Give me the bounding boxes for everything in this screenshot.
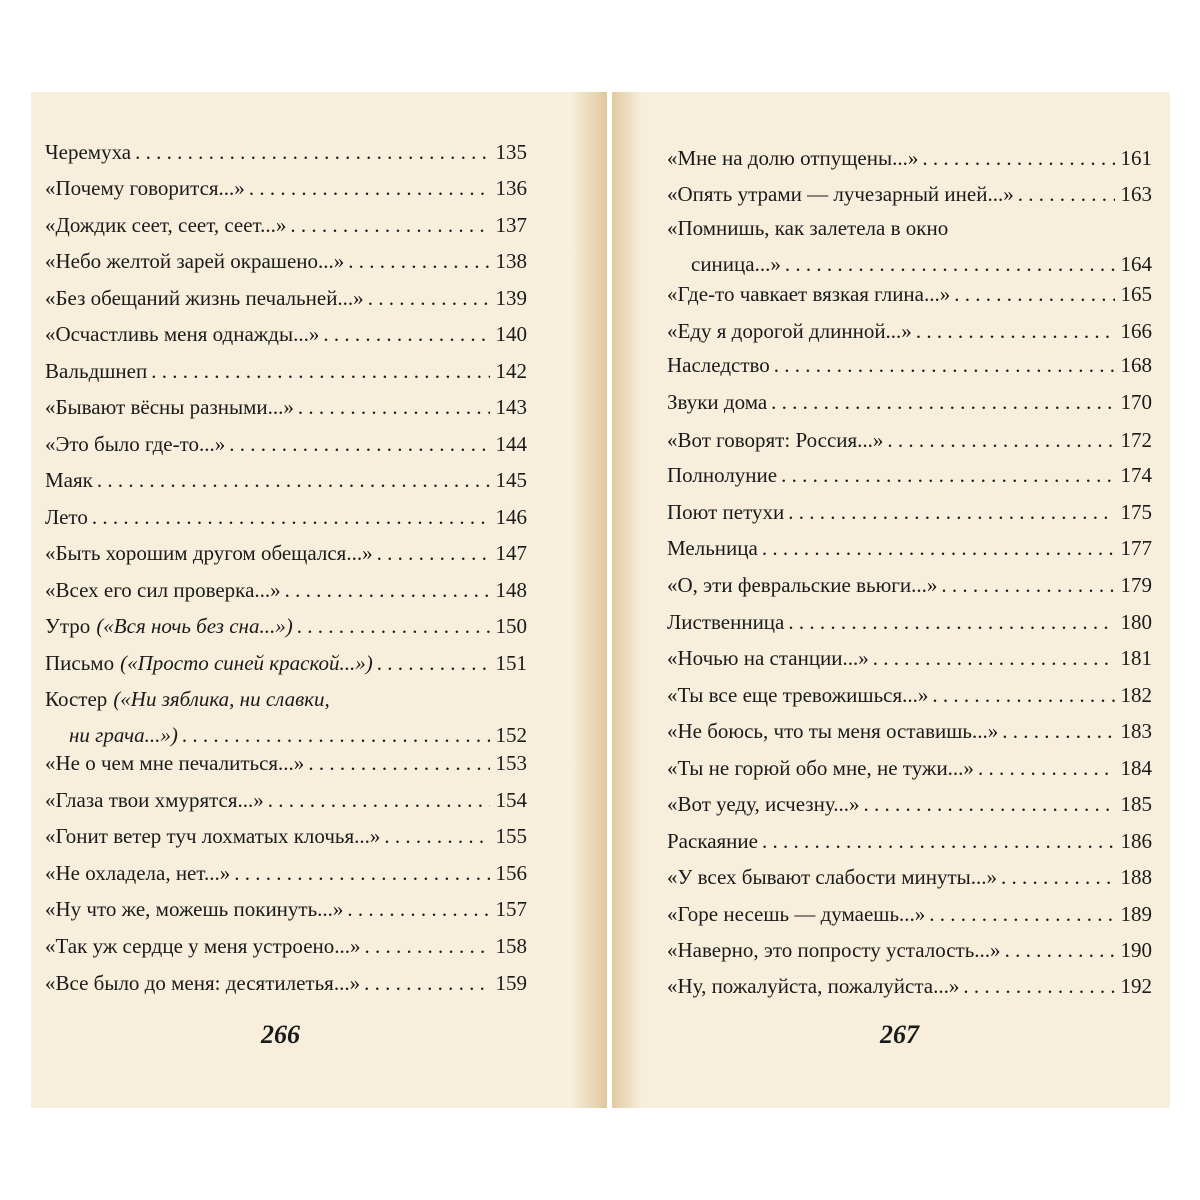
toc-entry[interactable] [667,683,1152,707]
toc-leader-dots [377,541,490,565]
toc-leader-dots [377,651,490,675]
toc-page-number: 186 [1120,829,1152,853]
toc-entry-title: Раскаяние [667,829,758,853]
right-page-number: 267 [880,1020,919,1049]
toc-page-number: 174 [1120,463,1152,487]
toc-leader-dots [774,353,1115,377]
toc-page-number: 142 [495,359,527,383]
toc-entry[interactable] [69,723,527,747]
toc-entry[interactable] [667,536,1152,560]
toc-page-number: 140 [495,322,527,346]
toc-leader-dots [135,140,489,164]
right-gutter-shadow [612,92,642,1108]
toc-entry[interactable] [667,390,1152,414]
toc-page-number: 154 [495,788,527,812]
toc-leader-dots [97,468,490,492]
toc-page-number: 189 [1120,902,1152,926]
left-page [31,92,607,1108]
toc-entry-title: Письмо [45,651,115,675]
toc-entry[interactable] [667,974,1152,998]
toc-leader-dots [781,463,1114,487]
toc-leader-dots [297,614,490,638]
toc-page-number: 138 [495,249,527,273]
toc-entry[interactable] [667,938,1152,962]
toc-page-number: 152 [495,723,527,747]
toc-entry-continuation: ни грача...») [69,723,178,747]
toc-entry-title: «Быть хорошим другом обещался...» [45,541,373,565]
toc-leader-dots [308,751,489,775]
toc-page-number: 166 [1120,319,1152,343]
toc-entry-subtitle: («Вся ночь без сна...») [96,614,293,638]
toc-entry[interactable] [667,756,1152,780]
toc-entry-title: Утро [45,614,91,638]
toc-entry[interactable] [45,395,527,419]
toc-leader-dots [954,282,1114,306]
toc-entry-title: «Без обещаний жизнь печальней...» [45,286,364,310]
toc-page-number: 172 [1120,428,1152,452]
toc-leader-dots [785,252,1115,276]
toc-entry-title: «Ты все еще тревожишься...» [667,683,929,707]
toc-entry[interactable] [45,286,527,310]
toc-entry[interactable] [667,646,1152,670]
toc-page-number: 179 [1120,573,1152,597]
toc-entry[interactable] [667,610,1152,634]
toc-entry-title: «Помнишь, как залетела в окно [667,216,949,240]
toc-entry-title: «Глаза твои хмурятся...» [45,788,264,812]
toc-page-number: 182 [1120,683,1152,707]
left-gutter-shadow [571,92,607,1108]
toc-page-number: 137 [495,213,527,237]
toc-leader-dots [762,829,1115,853]
toc-entry-title: «Дождик сеет, сеет, сеет...» [45,213,287,237]
toc-entry[interactable] [667,865,1152,889]
toc-entry[interactable] [45,971,527,995]
toc-leader-dots [182,723,490,747]
toc-page-number: 181 [1120,646,1152,670]
toc-entry-title: «Ночью на станции...» [667,646,869,670]
toc-page-number: 136 [495,176,527,200]
toc-page-number: 175 [1120,500,1152,524]
toc-entry[interactable] [667,792,1152,816]
toc-entry[interactable] [45,651,527,675]
toc-page-number: 157 [495,897,527,921]
toc-entry[interactable] [45,897,527,921]
toc-leader-dots [268,788,490,812]
toc-entry[interactable] [667,573,1152,597]
toc-page-number: 185 [1120,792,1152,816]
left-page-number: 266 [261,1020,300,1049]
toc-leader-dots [771,390,1114,414]
toc-entry[interactable] [45,788,527,812]
toc-entry-title: Поют петухи [667,500,785,524]
toc-entry[interactable] [45,614,527,638]
toc-entry[interactable] [667,902,1152,926]
toc-page-number: 144 [495,432,527,456]
toc-entry-first-line [45,687,330,711]
toc-page-number: 177 [1120,536,1152,560]
toc-page-number: 150 [495,614,527,638]
toc-entry[interactable] [667,428,1152,452]
toc-page-number: 161 [1120,146,1152,170]
toc-entry-title: «Еду я дорогой длинной...» [667,319,912,343]
toc-entry-title: «Так уж сердце у меня устроено...» [45,934,361,958]
toc-leader-dots [229,432,489,456]
toc-page-number: 156 [495,861,527,885]
toc-leader-dots [249,176,490,200]
toc-entry-title: «Это было где-то...» [45,432,226,456]
toc-leader-dots [1001,865,1115,889]
toc-entry-title: Наследство [667,353,770,377]
toc-entry[interactable] [45,322,527,346]
toc-entry-title: «Все было до меня: десятилетья...» [45,971,361,995]
toc-leader-dots [887,428,1114,452]
toc-entry-title: «Небо желтой зарей окрашено...» [45,249,345,273]
toc-leader-dots [348,249,489,273]
toc-entry-title: «Бывают вёсны разными...» [45,395,294,419]
toc-entry[interactable] [45,249,527,273]
toc-entry[interactable] [667,829,1152,853]
toc-leader-dots [323,322,489,346]
toc-entry-subtitle: («Просто синей краской...») [120,651,373,675]
toc-page-number: 158 [495,934,527,958]
toc-page-number: 147 [495,541,527,565]
toc-entry-title: «Ну что же, можешь покинуть...» [45,897,344,921]
toc-page-number: 165 [1120,282,1152,306]
toc-entry-subtitle: («Ни зяблика, ни славки, [113,687,330,711]
toc-entry[interactable] [45,861,527,885]
toc-leader-dots [873,646,1115,670]
toc-entry-first-line [667,216,948,240]
toc-entry[interactable] [667,146,1152,170]
toc-leader-dots [863,792,1114,816]
toc-entry[interactable] [45,176,527,200]
toc-entry-title: «Наверно, это попросту усталость...» [667,938,1001,962]
toc-entry[interactable] [45,934,527,958]
toc-entry-title: Вальдшнеп [45,359,148,383]
toc-entry-title: «Ну, пожалуйста, пожалуйста...» [667,974,960,998]
toc-entry-title: «Где-то чавкает вязкая глина...» [667,282,951,306]
toc-entry-title: «Опять утрами — лучезарный иней...» [667,182,1014,206]
toc-page-number: 145 [495,468,527,492]
toc-entry[interactable] [45,140,527,164]
toc-leader-dots [788,610,1114,634]
toc-leader-dots [762,536,1115,560]
toc-entry-title: «Вот уеду, исчезну...» [667,792,860,816]
toc-entry[interactable] [45,213,527,237]
toc-leader-dots [963,974,1114,998]
toc-entry-title: «Вот говорят: Россия...» [667,428,884,452]
toc-leader-dots [92,505,490,529]
toc-leader-dots [365,934,490,958]
toc-entry[interactable] [667,182,1152,206]
toc-entry[interactable] [45,505,527,529]
toc-entry-title: «Ты не горюй обо мне, не тужи...» [667,756,974,780]
toc-entry-title: «Мне на долю отпущены...» [667,146,919,170]
toc-entry[interactable] [667,719,1152,743]
toc-leader-dots [929,902,1114,926]
toc-entry-title: Черемуха [45,140,132,164]
toc-entry[interactable] [45,541,527,565]
toc-page-number: 143 [495,395,527,419]
toc-leader-dots [788,500,1114,524]
toc-entry[interactable] [667,353,1152,377]
toc-leader-dots [285,578,490,602]
toc-leader-dots [932,683,1114,707]
toc-entry[interactable] [45,432,527,456]
toc-leader-dots [347,897,489,921]
toc-entry-title: Мельница [667,536,758,560]
toc-leader-dots [922,146,1114,170]
toc-entry-title: «Почему говорится...» [45,176,245,200]
toc-page-number: 180 [1120,610,1152,634]
toc-entry-title: «Всех его сил проверка...» [45,578,281,602]
toc-entry[interactable] [45,824,527,848]
toc-leader-dots [941,573,1114,597]
toc-page-number: 164 [1120,252,1152,276]
toc-leader-dots [234,861,489,885]
toc-page-number: 148 [495,578,527,602]
toc-leader-dots [298,395,490,419]
toc-entry[interactable] [667,500,1152,524]
toc-page-number: 190 [1120,938,1152,962]
toc-page-number: 163 [1120,182,1152,206]
toc-leader-dots [151,359,489,383]
toc-page-number: 168 [1120,353,1152,377]
toc-leader-dots [384,824,489,848]
toc-entry-title: «Осчастливь меня однажды...» [45,322,320,346]
toc-entry[interactable] [45,751,527,775]
toc-entry-title: «Не боюсь, что ты меня оставишь...» [667,719,999,743]
toc-leader-dots [368,286,490,310]
toc-entry-title: «Не охладела, нет...» [45,861,231,885]
toc-leader-dots [1002,719,1114,743]
toc-entry[interactable] [667,319,1152,343]
toc-page-number: 155 [495,824,527,848]
toc-leader-dots [1018,182,1115,206]
toc-entry[interactable] [667,463,1152,487]
toc-entry[interactable] [691,252,1152,276]
toc-page-number: 159 [495,971,527,995]
toc-page-number: 183 [1120,719,1152,743]
toc-leader-dots [290,213,489,237]
toc-entry-title: Полнолуние [667,463,778,487]
toc-entry-title: «У всех бывают слабости минуты...» [667,865,997,889]
toc-entry[interactable] [45,359,527,383]
toc-leader-dots [1005,938,1115,962]
toc-entry[interactable] [45,578,527,602]
toc-page-number: 151 [495,651,527,675]
toc-page-number: 153 [495,751,527,775]
toc-entry-title: Маяк [45,468,93,492]
toc-entry-title: «Не о чем мне печалиться...» [45,751,305,775]
toc-entry[interactable] [667,282,1152,306]
toc-page-number: 170 [1120,390,1152,414]
toc-entry-title: «Горе несешь — думаешь...» [667,902,926,926]
toc-leader-dots [916,319,1115,343]
toc-page-number: 184 [1120,756,1152,780]
toc-entry-title: Звуки дома [667,390,768,414]
right-page [612,92,1170,1108]
toc-page-number: 192 [1120,974,1152,998]
toc-page-number: 139 [495,286,527,310]
toc-page-number: 146 [495,505,527,529]
toc-entry-continuation: синица...» [691,252,781,276]
toc-entry-title: «О, эти февральские вьюги...» [667,573,938,597]
toc-leader-dots [364,971,489,995]
toc-entry-title: Лиственница [667,610,785,634]
toc-page-number: 135 [495,140,527,164]
toc-entry-title: Костер [45,687,108,711]
toc-entry[interactable] [45,468,527,492]
toc-entry-title: Лето [45,505,88,529]
toc-page-number: 188 [1120,865,1152,889]
toc-entry-title: «Гонит ветер туч лохматых клочья...» [45,824,381,848]
toc-leader-dots [978,756,1115,780]
